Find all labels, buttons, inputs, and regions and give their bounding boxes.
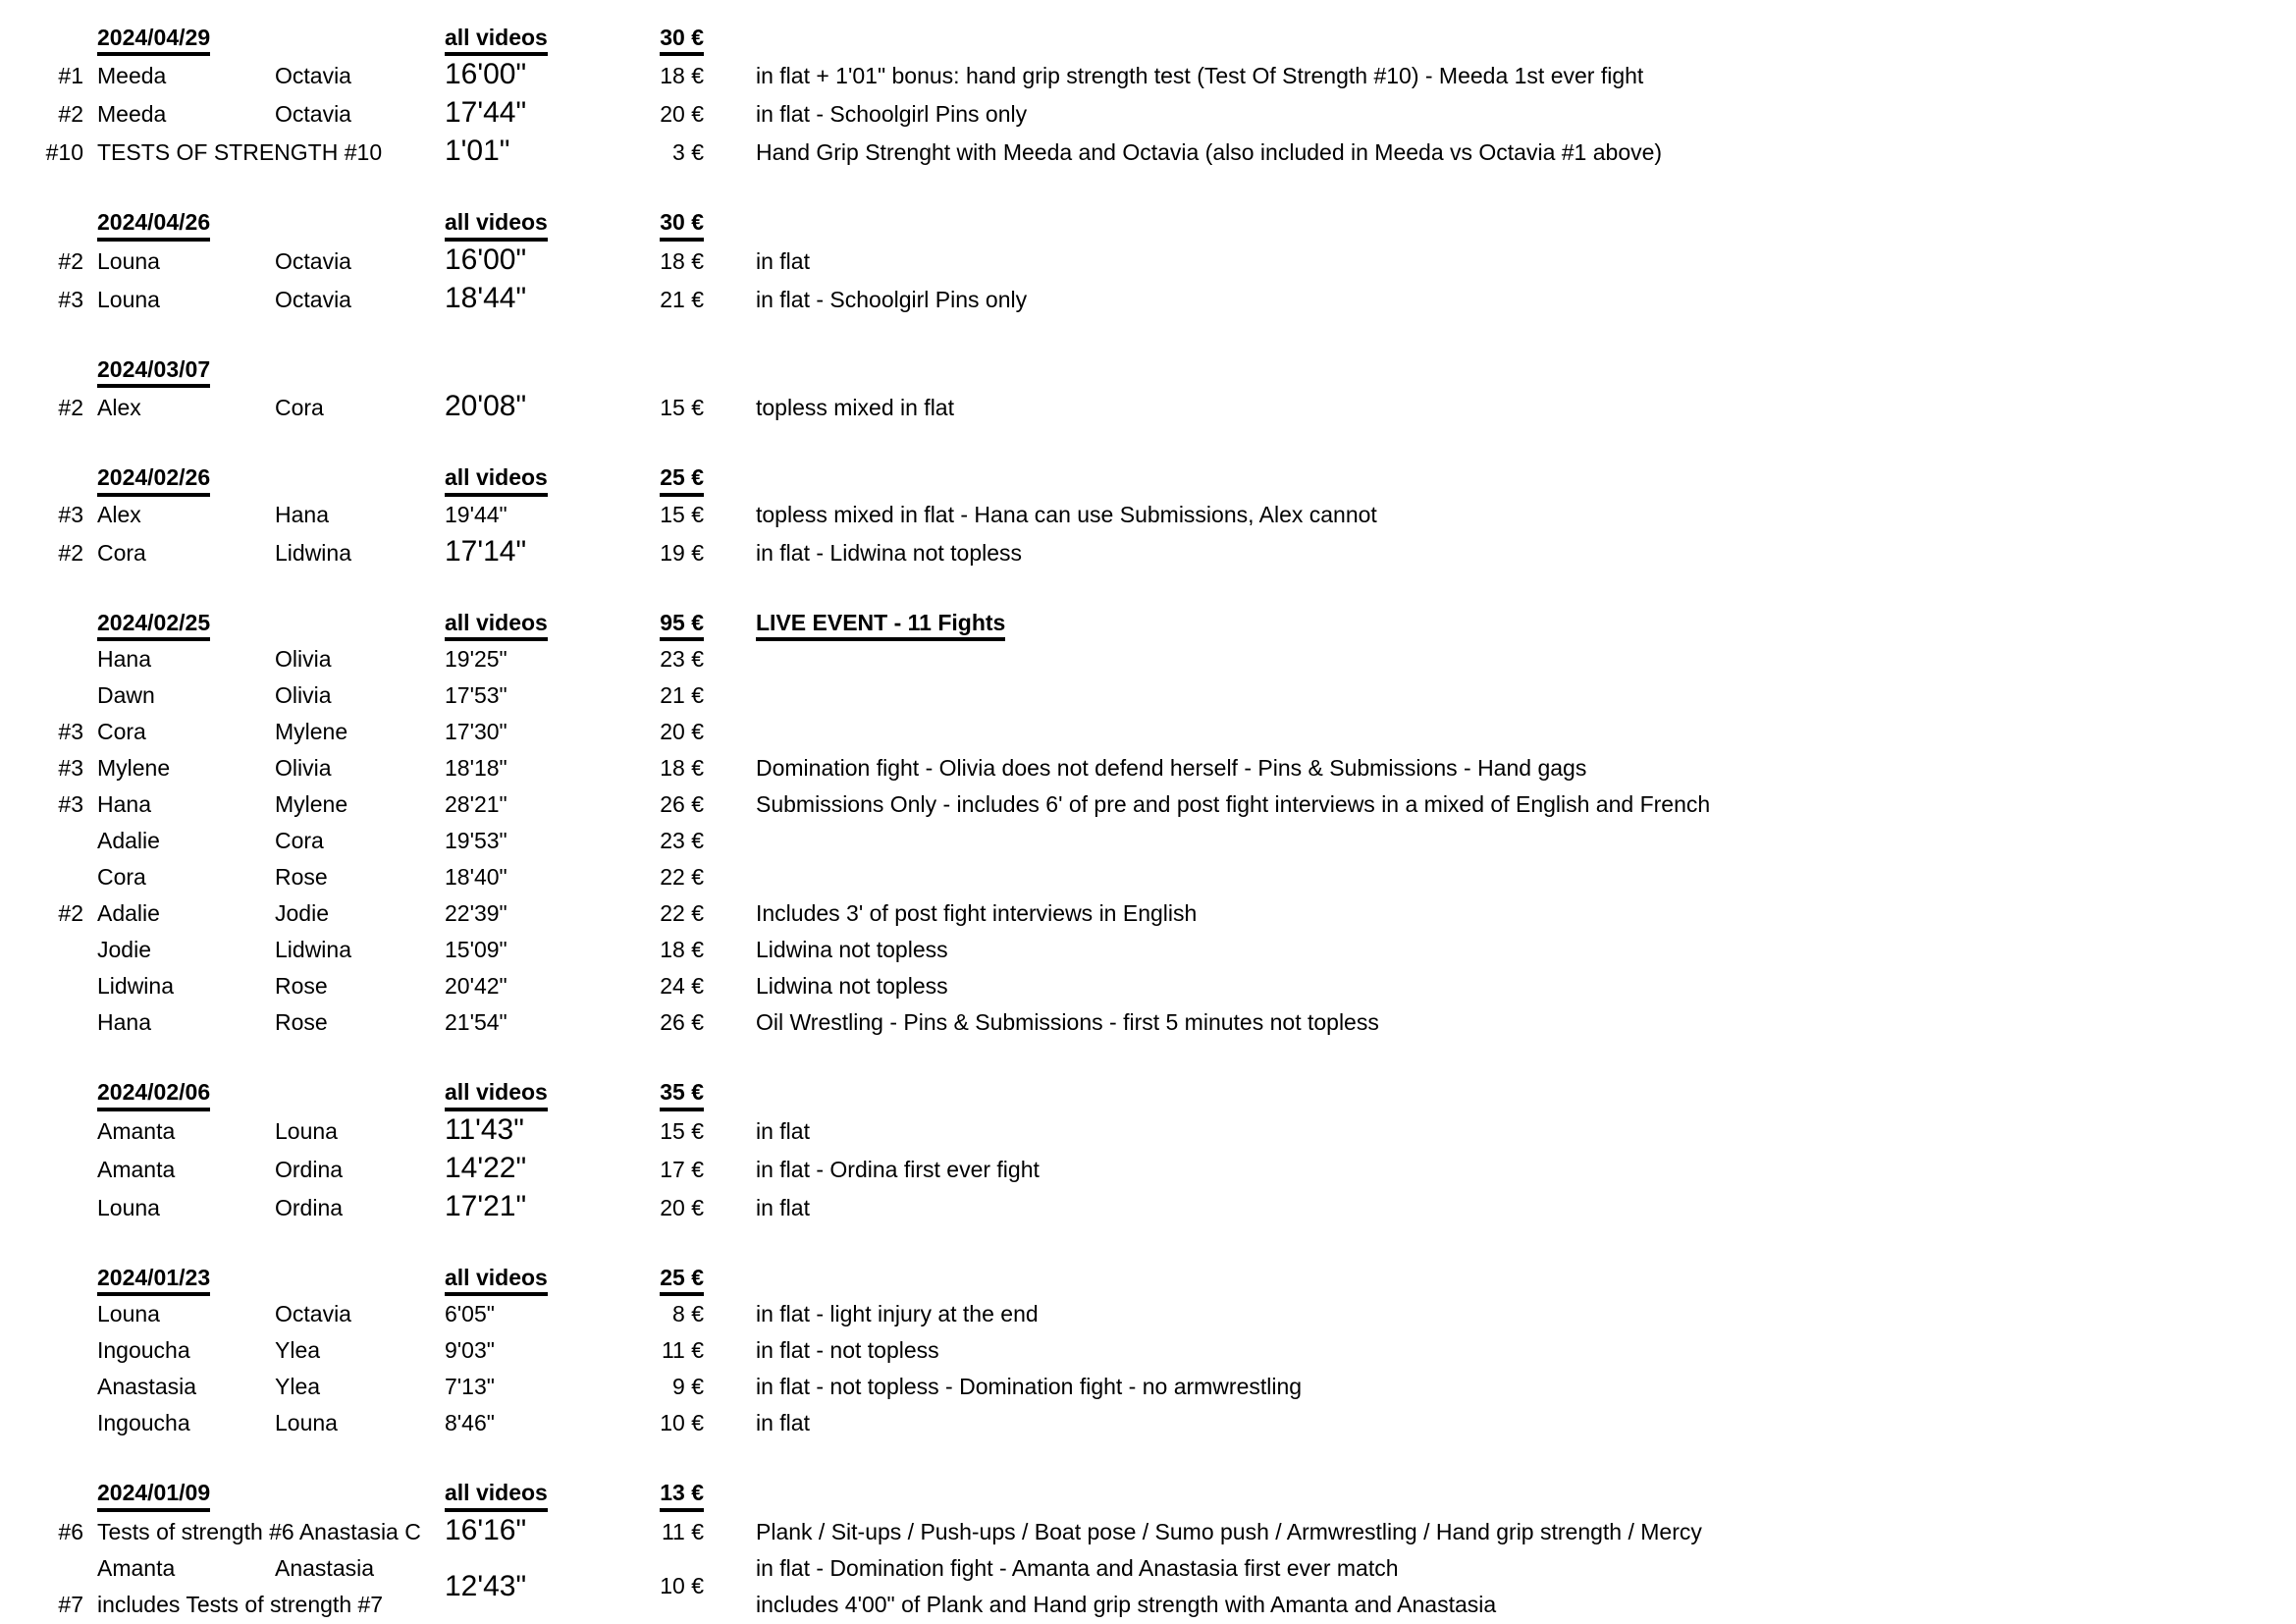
video-duration: 17'44" [445, 96, 527, 130]
video-duration: 6'05" [445, 1301, 495, 1327]
fighter2-name: Hana [275, 501, 329, 527]
fighter1-name: Louna [97, 1194, 160, 1220]
video-price: 19 € [660, 539, 704, 566]
video-price: 18 € [660, 63, 704, 89]
date-label: 2024/04/26 [97, 209, 210, 241]
section [0, 1074, 2296, 1225]
fighter2-name: Cora [275, 395, 324, 421]
video-duration: 18'40" [445, 864, 507, 891]
video-description: topless mixed in flat [756, 395, 954, 421]
table-row [0, 1296, 2296, 1332]
fighter2-name: Lidwina [275, 937, 351, 963]
fighter2-name: Octavia [275, 1301, 351, 1327]
row-number: #2 [58, 395, 83, 421]
video-description: in flat [756, 247, 810, 274]
row-number: #2 [58, 247, 83, 274]
video-description: topless mixed in flat - Hana can use Submissions, Alex cannot [756, 501, 1377, 527]
video-description: in flat - Ordina first ever fight [756, 1156, 1040, 1182]
video-description: Submissions Only - includes 6' of pre and post fight interviews in a mixed of English and French [756, 791, 1711, 818]
video-price: 8 € [672, 1301, 704, 1327]
video-description: Includes 3' of post fight interviews in English [756, 900, 1198, 927]
fighter1-name: Cora [97, 539, 146, 566]
video-price: 20 € [660, 101, 704, 128]
all-videos-label: all videos [445, 25, 548, 56]
video-price: 10 € [660, 1410, 704, 1436]
video-duration: 21'54" [445, 1009, 507, 1036]
video-price: 15 € [660, 501, 704, 527]
video-description: in flat - Schoolgirl Pins only [756, 286, 1028, 312]
fighter1-name: Meeda [97, 101, 167, 128]
bundle-price-label: 35 € [660, 1079, 704, 1110]
bundle-price-label: 30 € [660, 25, 704, 56]
bundle-price-label: 30 € [660, 209, 704, 241]
section [0, 1475, 2296, 1622]
video-price: 20 € [660, 1194, 704, 1220]
fighter2-name: Octavia [275, 63, 351, 89]
row-number: #7 [58, 1591, 83, 1617]
table-row [0, 1369, 2296, 1405]
video-price: 21 € [660, 286, 704, 312]
fighter1-name: Alex [97, 501, 141, 527]
fighter2-name: Rose [275, 864, 328, 891]
video-price: 18 € [660, 755, 704, 782]
section [0, 20, 2296, 171]
fighter1-name: Amanta [97, 1117, 176, 1144]
row-number: #6 [58, 1518, 83, 1544]
table-row [0, 1150, 2296, 1188]
video-description: Hand Grip Strenght with Meeda and Octavia (also included in Meeda vs Octavia #1 above) [756, 139, 1663, 166]
section-header-row [0, 204, 2296, 241]
table-row [0, 786, 2296, 823]
all-videos-label: all videos [445, 1480, 548, 1511]
table-row [0, 750, 2296, 786]
video-price: 11 € [661, 1337, 704, 1364]
video-price: 23 € [660, 646, 704, 673]
table-row [0, 968, 2296, 1004]
video-duration: 18'44" [445, 281, 527, 314]
video-description: in flat - light injury at the end [756, 1301, 1039, 1327]
table-row [0, 677, 2296, 714]
video-price: 11 € [661, 1518, 704, 1544]
fighter1-name: Ingoucha [97, 1410, 190, 1436]
section [0, 1260, 2296, 1441]
fighter2-name: Octavia [275, 101, 351, 128]
video-duration: 20'08" [445, 390, 527, 423]
section-header-row [0, 352, 2296, 388]
row-number: #10 [45, 139, 83, 166]
fighter1-name: Meeda [97, 63, 167, 89]
fighter2-name: Ylea [275, 1374, 321, 1400]
video-price: 22 € [660, 864, 704, 891]
video-duration: 11'43" [445, 1112, 524, 1146]
fighter2-name: Olivia [275, 682, 332, 709]
bundle-price-label: 13 € [660, 1480, 704, 1511]
video-duration: 1'01" [445, 135, 510, 168]
table-row [0, 56, 2296, 94]
video-price: 3 € [672, 139, 704, 166]
section-header-row [0, 1475, 2296, 1511]
section-header-row [0, 20, 2296, 56]
video-description: in flat - Schoolgirl Pins only [756, 101, 1028, 128]
row-number: #3 [58, 791, 83, 818]
includes-label: includes Tests of strength #7 [97, 1591, 384, 1617]
table-row [0, 859, 2296, 895]
table-row [0, 895, 2296, 932]
table-row [0, 94, 2296, 133]
date-label: 2024/03/07 [97, 356, 210, 388]
date-label: 2024/02/26 [97, 464, 210, 496]
all-videos-label: all videos [445, 209, 548, 241]
video-price: 18 € [660, 937, 704, 963]
video-description: Plank / Sit-ups / Push-ups / Boat pose / Sumo push / Armwrestling / Hand grip strength / Mercy [756, 1518, 1702, 1544]
table-row [0, 133, 2296, 171]
table-row [0, 242, 2296, 280]
all-videos-label: all videos [445, 1079, 548, 1110]
fighter1-name: Cora [97, 719, 146, 745]
video-description: in flat - not topless - Domination fight - no armwrestling [756, 1374, 1303, 1400]
bundle-price-label: 95 € [660, 610, 704, 641]
fighter1-name: Anastasia [97, 1374, 197, 1400]
table-row-double [0, 1550, 2296, 1623]
fighter2-name: Octavia [275, 286, 351, 312]
video-duration: 16'00" [445, 243, 527, 276]
fighter2-name: Octavia [275, 247, 351, 274]
section-header-row [0, 1260, 2296, 1296]
video-duration: 19'25" [445, 646, 507, 673]
all-videos-label: all videos [445, 1265, 548, 1296]
section-header-row [0, 1074, 2296, 1110]
video-price: 15 € [660, 395, 704, 421]
video-price: 22 € [660, 900, 704, 927]
video-description: in flat [756, 1117, 810, 1144]
video-description: in flat - not topless [756, 1337, 939, 1364]
table-row [0, 497, 2296, 533]
table-row [0, 1188, 2296, 1226]
row-number: #3 [58, 755, 83, 782]
fighter1-name: Hana [97, 646, 151, 673]
video-duration: 9'03" [445, 1337, 495, 1364]
fighter2-name: Louna [275, 1410, 338, 1436]
video-duration: 15'09" [445, 937, 507, 963]
fighter2-name: Anastasia [275, 1554, 375, 1581]
video-duration: 18'18" [445, 755, 507, 782]
date-label: 2024/01/09 [97, 1480, 210, 1511]
fighter2-name: Cora [275, 828, 324, 854]
table-row [0, 388, 2296, 426]
fighter2-name: Olivia [275, 755, 332, 782]
all-videos-label: all videos [445, 464, 548, 496]
table-row [0, 1332, 2296, 1369]
video-price: 21 € [660, 682, 704, 709]
row-number: #2 [58, 101, 83, 128]
video-description: Domination fight - Olivia does not defend herself - Pins & Submissions - Hand gags [756, 755, 1587, 782]
video-description: in flat + 1'01" bonus: hand grip strength test (Test Of Strength #10) - Meeda 1st ever fight [756, 63, 1644, 89]
fighter2-name: Olivia [275, 646, 332, 673]
fighter1-name: Louna [97, 286, 160, 312]
video-description: in flat [756, 1194, 810, 1220]
fighter1-name: Hana [97, 1009, 151, 1036]
fighter1-name: Jodie [97, 937, 151, 963]
table-row [0, 1111, 2296, 1150]
date-label: 2024/04/29 [97, 25, 210, 56]
date-label: 2024/01/23 [97, 1265, 210, 1296]
section-note-label: LIVE EVENT - 11 Fights [756, 610, 1005, 641]
video-duration: 7'13" [445, 1374, 495, 1400]
section [0, 460, 2296, 570]
video-price: 24 € [660, 973, 704, 1000]
fighter1-name: Ingoucha [97, 1337, 190, 1364]
fighter2-name: Louna [275, 1117, 338, 1144]
fighter2-name: Lidwina [275, 539, 351, 566]
video-price: 20 € [660, 719, 704, 745]
video-description-line2: includes 4'00" of Plank and Hand grip strength with Amanta and Anastasia [756, 1591, 1497, 1617]
fighter2-name: Rose [275, 973, 328, 1000]
fighter1-name: Adalie [97, 900, 160, 927]
row-number: #3 [58, 719, 83, 745]
table-row [0, 932, 2296, 968]
video-duration: 17'53" [445, 682, 507, 709]
fighter1-name: Lidwina [97, 973, 174, 1000]
table-row [0, 1405, 2296, 1441]
video-description-line1: in flat - Domination fight - Amanta and Anastasia first ever match [756, 1554, 1399, 1581]
fighter2-name: Rose [275, 1009, 328, 1036]
video-duration: 19'53" [445, 828, 507, 854]
table-row [0, 1004, 2296, 1041]
table-row [0, 1512, 2296, 1550]
video-price: 26 € [660, 1009, 704, 1036]
video-description: in flat [756, 1410, 810, 1436]
fighter1-name: Tests of strength #6 Anastasia C [97, 1518, 421, 1544]
video-duration: 17'21" [445, 1189, 527, 1222]
table-row [0, 641, 2296, 677]
video-price: 15 € [660, 1117, 704, 1144]
section-header-row [0, 460, 2296, 496]
video-price: 18 € [660, 247, 704, 274]
fighter2-name: Mylene [275, 791, 348, 818]
date-label: 2024/02/06 [97, 1079, 210, 1110]
video-price: 26 € [660, 791, 704, 818]
video-duration: 20'42" [445, 973, 507, 1000]
section-header-row [0, 605, 2296, 641]
video-duration: 19'44" [445, 501, 507, 527]
row-number: #2 [58, 900, 83, 927]
table-row [0, 280, 2296, 318]
bundle-price-label: 25 € [660, 1265, 704, 1296]
video-description: Lidwina not topless [756, 973, 948, 1000]
table-row [0, 533, 2296, 571]
video-price: 10 € [660, 1573, 704, 1598]
row-number: #2 [58, 539, 83, 566]
all-videos-label: all videos [445, 610, 548, 641]
fighter1-name: Amanta [97, 1554, 176, 1581]
fighter1-name: Adalie [97, 828, 160, 854]
fighter2-name: Jodie [275, 900, 329, 927]
fighter1-name: TESTS OF STRENGTH #10 [97, 139, 383, 166]
video-price: 23 € [660, 828, 704, 854]
fighter2-name: Ordina [275, 1194, 344, 1220]
fighter1-name: Mylene [97, 755, 171, 782]
row-number: #1 [58, 63, 83, 89]
video-description: in flat - Lidwina not topless [756, 539, 1023, 566]
video-price: 9 € [672, 1374, 704, 1400]
fighter2-name: Mylene [275, 719, 348, 745]
video-duration: 17'14" [445, 534, 527, 568]
row-number: #3 [58, 501, 83, 527]
video-duration: 16'00" [445, 58, 527, 91]
fighter1-name: Louna [97, 247, 160, 274]
fighter2-name: Ylea [275, 1337, 321, 1364]
video-duration: 8'46" [445, 1410, 495, 1436]
video-duration: 16'16" [445, 1513, 527, 1546]
section [0, 204, 2296, 317]
video-duration: 22'39" [445, 900, 507, 927]
fighter1-name: Louna [97, 1301, 160, 1327]
video-description: Lidwina not topless [756, 937, 948, 963]
video-duration: 28'21" [445, 791, 507, 818]
date-label: 2024/02/25 [97, 610, 210, 641]
table-row [0, 714, 2296, 750]
fighter1-name: Alex [97, 395, 141, 421]
video-duration: 17'30" [445, 719, 507, 745]
video-duration: 14'22" [445, 1151, 527, 1184]
table-row [0, 823, 2296, 859]
section [0, 605, 2296, 1041]
fighter1-name: Cora [97, 864, 146, 891]
row-number: #3 [58, 286, 83, 312]
section [0, 352, 2296, 426]
fighter2-name: Ordina [275, 1156, 344, 1182]
video-description: Oil Wrestling - Pins & Submissions - first 5 minutes not topless [756, 1009, 1379, 1036]
fighter1-name: Amanta [97, 1156, 176, 1182]
video-price: 17 € [660, 1156, 704, 1182]
bundle-price-label: 25 € [660, 464, 704, 496]
video-duration: 12'43" [445, 1570, 527, 1602]
fighter1-name: Hana [97, 791, 151, 818]
fighter1-name: Dawn [97, 682, 155, 709]
